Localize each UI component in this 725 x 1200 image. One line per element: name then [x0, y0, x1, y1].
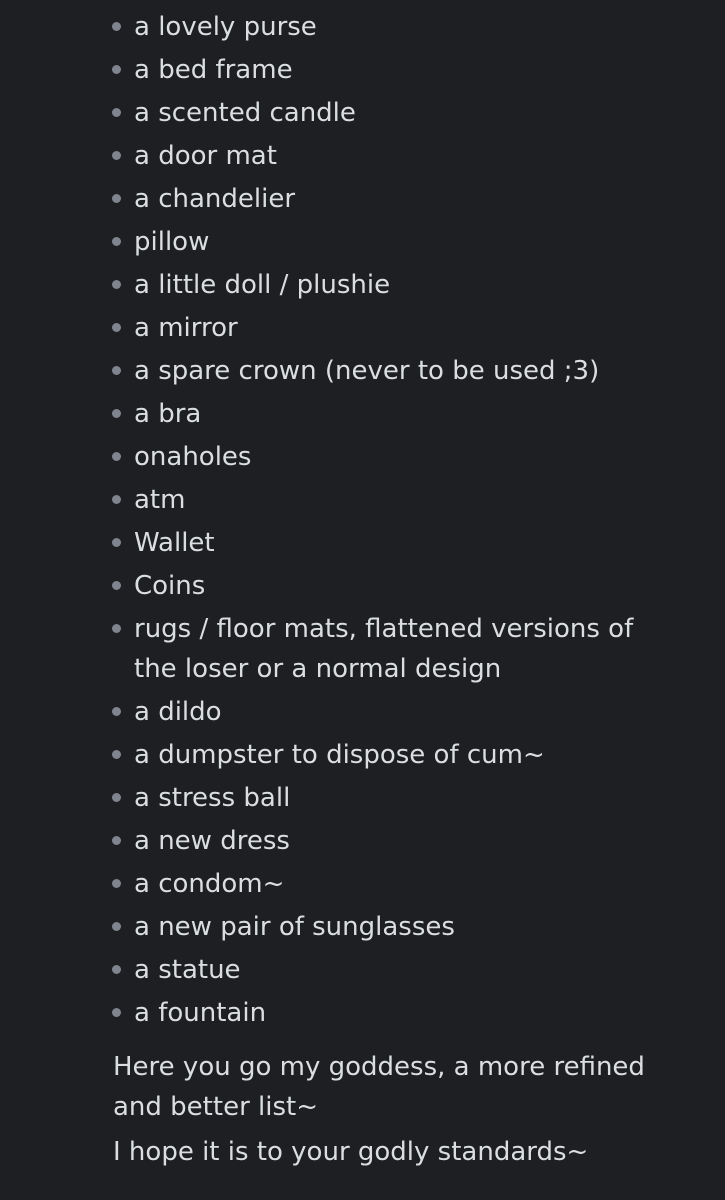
bullet-icon — [112, 108, 121, 117]
list-item — [0, 566, 725, 606]
bullet-icon — [112, 750, 121, 759]
bullet-icon — [112, 879, 121, 888]
list-item — [0, 778, 725, 818]
list-item — [0, 864, 725, 904]
bullet-icon — [112, 922, 121, 931]
list-item — [0, 265, 725, 305]
list-item-text: a new dress — [134, 826, 290, 856]
bullet-icon — [112, 22, 121, 31]
bullet-icon — [112, 965, 121, 974]
list-item-text: a scented candle — [134, 98, 356, 128]
list-item-text: a dumpster to dispose of cum~ — [134, 740, 545, 770]
list-item-text: Coins — [134, 571, 206, 601]
message-paragraph: I hope it is to your godly standards~ — [113, 1137, 589, 1167]
list-item — [0, 735, 725, 775]
list-item — [0, 136, 725, 176]
bullet-icon — [112, 237, 121, 246]
bullet-list — [0, 7, 725, 1036]
list-item-text: a dildo — [134, 697, 222, 727]
list-item-text: a chandelier — [134, 184, 296, 214]
list-item-text: a spare crown (never to be used ;3) — [134, 356, 600, 386]
list-item-text: a stress ball — [134, 783, 291, 813]
list-item-text: onaholes — [134, 442, 252, 472]
list-item — [0, 179, 725, 219]
list-item — [0, 523, 725, 563]
list-item — [0, 609, 725, 689]
list-item — [0, 222, 725, 262]
list-item-text: a door mat — [134, 141, 277, 171]
list-item-text: a lovely purse — [134, 12, 317, 42]
bullet-icon — [112, 323, 121, 332]
list-item — [0, 93, 725, 133]
bullet-icon — [112, 1008, 121, 1017]
list-item — [0, 692, 725, 732]
list-item — [0, 308, 725, 348]
bullet-icon — [112, 366, 121, 375]
bullet-icon — [112, 65, 121, 74]
list-item-text: a condom~ — [134, 869, 285, 899]
list-item — [0, 437, 725, 477]
bullet-icon — [112, 151, 121, 160]
bullet-icon — [112, 624, 121, 633]
list-item — [0, 394, 725, 434]
list-item — [0, 50, 725, 90]
bullet-icon — [112, 280, 121, 289]
message-paragraph: Here you go my goddess, a more refined and better list~ — [113, 1052, 645, 1122]
bullet-icon — [112, 452, 121, 461]
list-item — [0, 821, 725, 861]
bullet-icon — [112, 409, 121, 418]
list-item-text: a mirror — [134, 313, 238, 343]
list-item — [0, 7, 725, 47]
bullet-icon — [112, 194, 121, 203]
bullet-icon — [112, 538, 121, 547]
list-item — [0, 351, 725, 391]
list-item-text: pillow — [134, 227, 210, 257]
bullet-icon — [112, 836, 121, 845]
list-item — [0, 480, 725, 520]
list-item-text: Wallet — [134, 528, 215, 558]
list-item-text: a new pair of sunglasses — [134, 912, 455, 942]
list-item — [0, 993, 725, 1033]
bullet-icon — [112, 495, 121, 504]
list-item-text: a statue — [134, 955, 241, 985]
list-item — [0, 950, 725, 990]
list-item-text: a fountain — [134, 998, 267, 1028]
bullet-icon — [112, 793, 121, 802]
list-item-text: a bra — [134, 399, 202, 429]
list-item-text: a bed frame — [134, 55, 293, 85]
bullet-icon — [112, 581, 121, 590]
list-item — [0, 907, 725, 947]
bullet-icon — [112, 707, 121, 716]
list-item-text: atm — [134, 485, 186, 515]
message-paragraphs — [113, 1047, 673, 1177]
list-item-text: rugs / floor mats, flattened versions of the loser or a normal design — [134, 614, 634, 684]
list-item-text: a little doll / plushie — [134, 270, 391, 300]
